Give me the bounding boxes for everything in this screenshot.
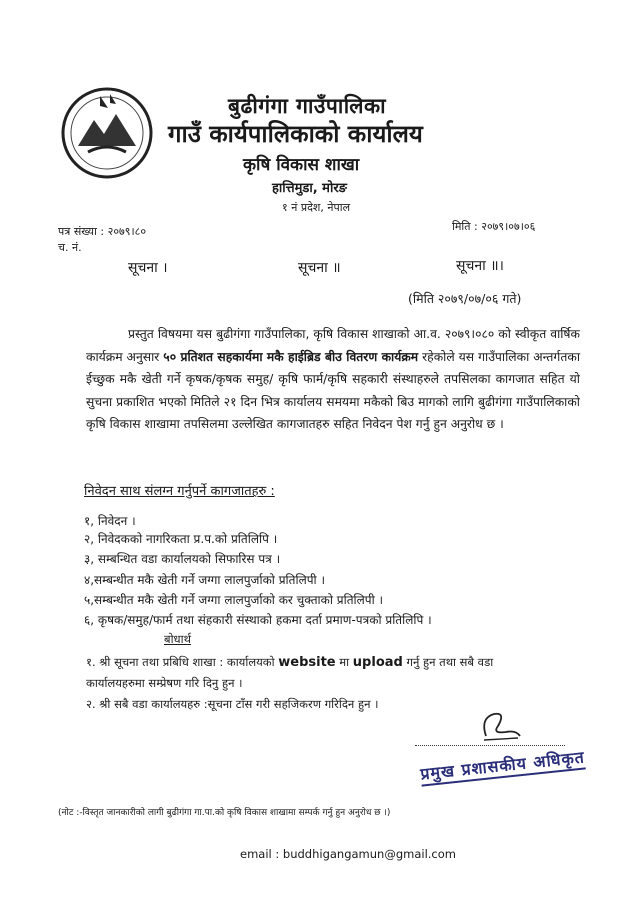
distribution-1 bbox=[86, 655, 493, 670]
list-item: ६, कृषक/समुह/फार्म तथा संहकारी संस्थाको हकमा दर्ता प्रमाण-पत्रको प्रतिलिपि । bbox=[84, 613, 432, 627]
dist-website: website bbox=[278, 655, 336, 670]
branch-name: कृषि विकास शाखा bbox=[243, 155, 360, 175]
bodhartha-label: बोधार्थ bbox=[164, 632, 191, 646]
program-name: ५० प्रतिशत सहकार्यमा मकै हाईब्रिड बीउ वितरण कार्यक्रम bbox=[163, 349, 419, 364]
list-item: ३, सम्बन्धित वडा कार्यालयको सिफारिस पत्र । bbox=[84, 552, 281, 566]
notice-title-2: सूचना ॥ bbox=[298, 260, 341, 276]
municipality-name: बुढीगंगा गाउँपालिका bbox=[228, 94, 387, 118]
notice-body bbox=[86, 323, 580, 436]
notice-date: (मिति २०७९/०७/०६ गते) bbox=[408, 291, 522, 306]
location: हात्तिमुडा, मोरङ bbox=[272, 181, 347, 196]
emblem-logo bbox=[60, 86, 155, 181]
dispatch-number: च. नं. bbox=[58, 241, 82, 254]
dist-text: १. श्री सूचना तथा प्रबिधि शाखा : कार्यालयको bbox=[86, 655, 279, 669]
province: १ नं प्रदेश, नेपाल bbox=[282, 201, 351, 214]
list-item: १, निवेदन । bbox=[84, 514, 136, 528]
official-stamp: प्रमुख प्रशासकीय अधिकृत bbox=[419, 745, 586, 786]
distribution-2: २. श्री सबै वडा कार्यालयहरु :सूचना टाँस गरी सहजिकरण गरिदिन हुन । bbox=[86, 697, 379, 711]
signature bbox=[476, 708, 526, 744]
docs-heading: निवेदन साथ संलग्न गर्नुपर्ने कागजातहरु : bbox=[84, 484, 275, 499]
list-item: २, निवेदकको नागरिकता प्र.प.को प्रतिलिपि । bbox=[84, 532, 278, 546]
list-item: ५,सम्बन्धीत मकै खेती गर्ने जग्गा लालपुर्जाको कर चुक्ताको प्रतिलिपी । bbox=[84, 593, 384, 607]
dist-text: गर्नु हुन तथा सबै वडा bbox=[402, 655, 494, 669]
body-text-1: प्रस्तुत विषयमा यस बुढीगंगा गाउँपालिका, कृषि विकास शाखाको आ.व. २०७९।०८० को स्वीकृत वार्षिक कार्यक्रम अनुसार bbox=[86, 327, 580, 364]
letter-number: पत्र संख्या : २०७९।८० bbox=[58, 225, 147, 238]
dist-text: मा bbox=[335, 655, 353, 669]
office-name: गाउँ कार्यपालिकाको कार्यालय bbox=[168, 120, 423, 148]
dist-upload: upload bbox=[352, 655, 403, 670]
body-text-2: रहेकोले यस गाउँपालिका अन्तर्गतका ईच्छुक मकै खेती गर्ने कृषक/कृषक समुह/ कृषि फार्म/कृषि सहकारी संस्थाहरुले तपसिलका कागजात सहित यो सुचना प्रकाशित भएको मितिले २१ दिन भित्र कार्यालय समयमा मकैको बिउ मागको लागि बुढीगंगा गाउँपालिकाको कृषि विकास शाखामा तपसिलमा उल्लेखित कागजातहरु सहित निवेदन पेश गर्नु हुन अनुरोध छ । bbox=[86, 349, 580, 431]
footnote: (नोट :-विस्तृत जानकारीको लागी बुढीगंगा गा.पा.को कृषि विकास शाखामा सम्पर्क गर्नु हुन अनुरोध छ ।) bbox=[58, 808, 391, 818]
list-item: ४,सम्बन्धीत मकै खेती गर्ने जग्गा लालपुर्जाको प्रतिलिपी । bbox=[84, 573, 326, 587]
notice-title-3: सूचना ॥। bbox=[456, 258, 504, 274]
letter-date: मिति : २०७९।०७।०६ bbox=[452, 220, 536, 233]
signature-line bbox=[415, 745, 565, 746]
notice-title-1: सूचना । bbox=[128, 260, 168, 276]
distribution-1-cont: कार्यालयहरुमा सम्प्रेषण गरि दिनु हुन । bbox=[86, 676, 243, 690]
contact-email: email : buddhigangamun@gmail.com bbox=[240, 847, 456, 861]
